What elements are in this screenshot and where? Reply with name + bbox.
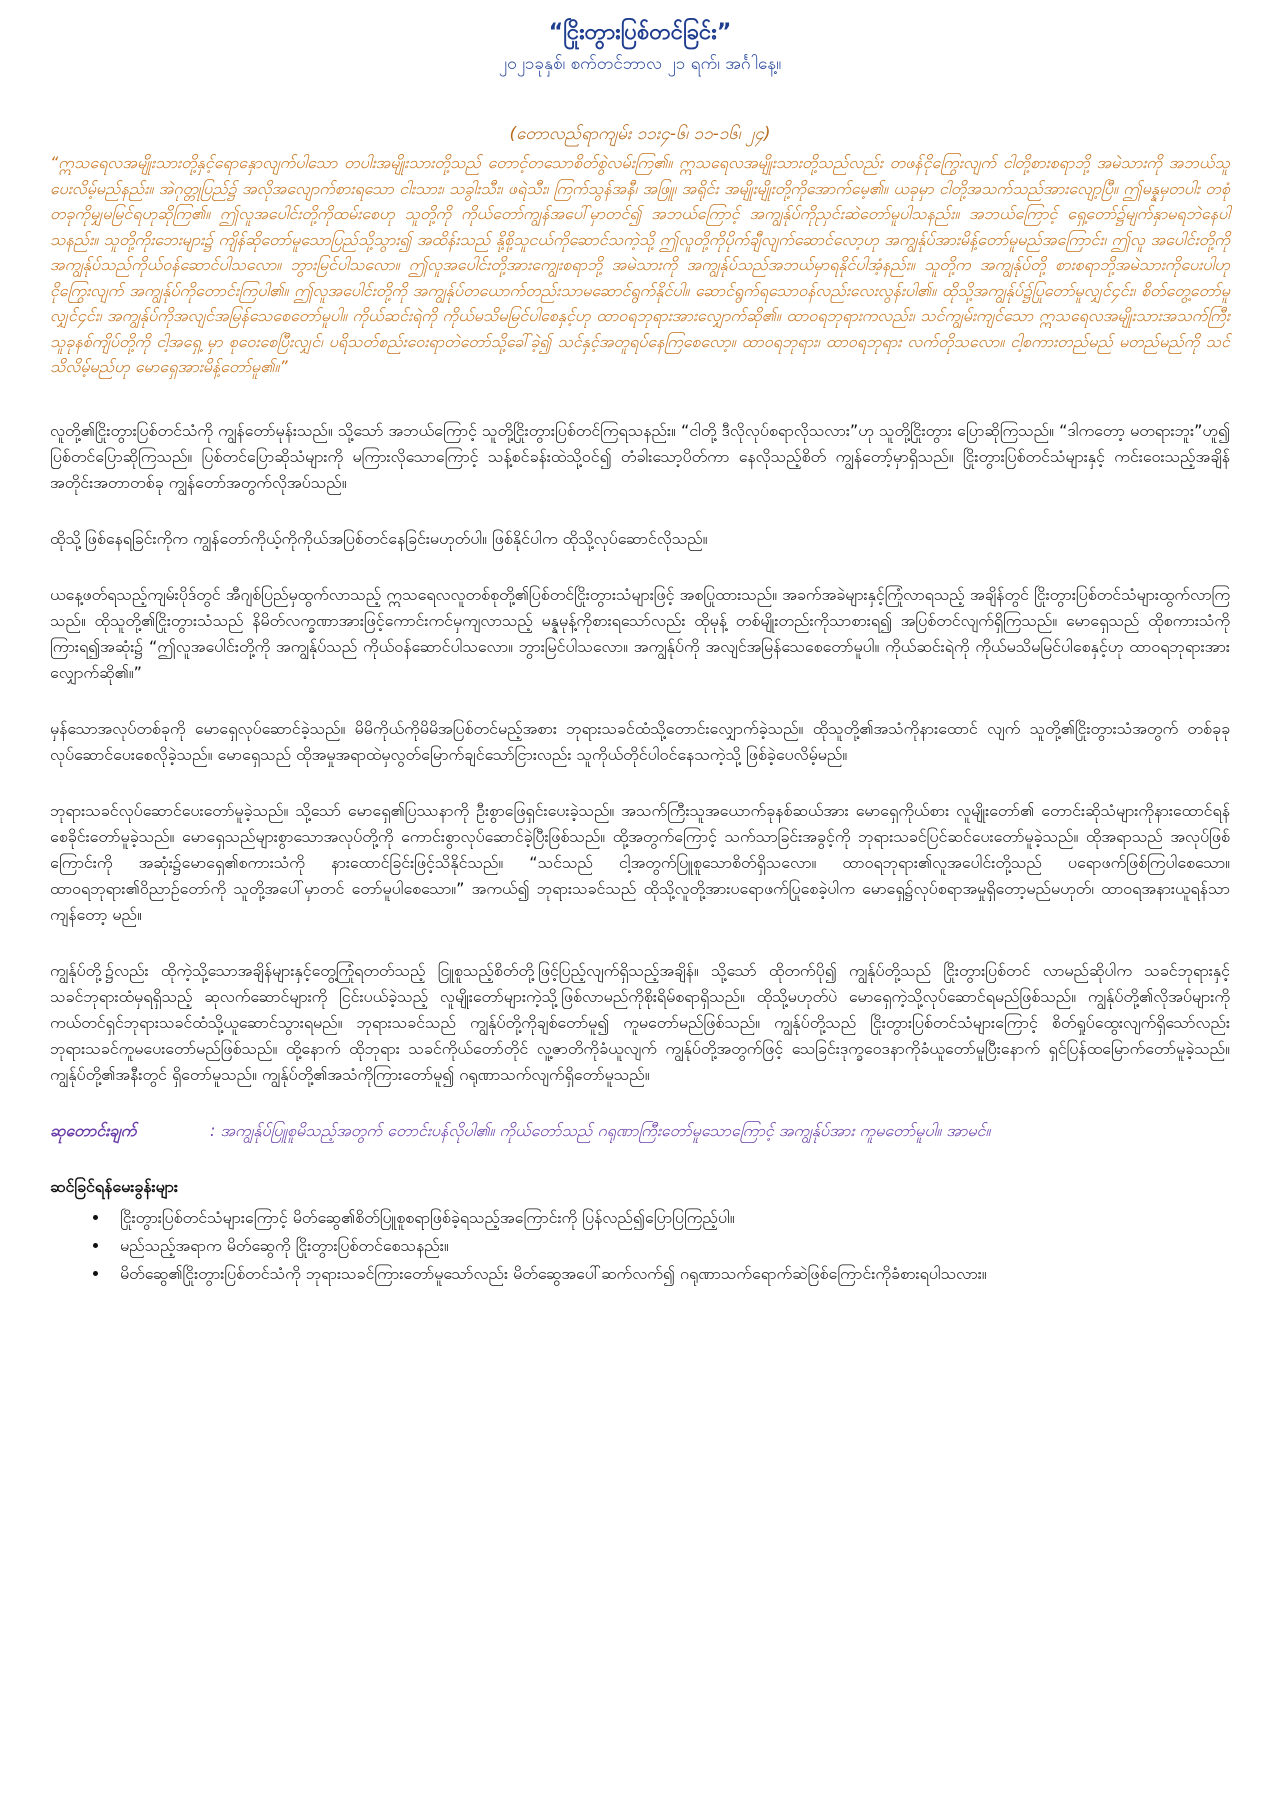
scripture-quote: “ဣသရေလအမျိုးသားတို့နှင့်ရောနှောလျက်ပါသော တပါးအမျိုးသားတို့သည် တောင့်တသောစိတ်စွဲလမ်းကြ၏။ ဣသရေလအမျိုးသားတို့သည်လည်း တဖန်ငိုကြွေးလျက် ငါတို့စားစရာဘို့ အမဲသားကို အဘယ်သူပေးလိမ့်မည်နည်း။ အဲဂုတ္တုပြည်၌ အလိုအလျောက်စားရသော ငါးသား၊ သခွါးသီး၊ ဖရဲသီး၊ ကြက်သွန်အနီ၊ အဖြူ၊ အရိုင်း အမျိုးမျိုးတို့ကိုအောက်မေ့၏။ ယခုမှာ ငါတို့အသက်သည်အားလျော့ပြီ။ ဤမန္နမှတပါး တစုံတခုကိုမျှမမြင်ရဟုဆိုကြ၏။ ဤလူအပေါင်းတို့ကိုထမ်းစေဟု သူတို့ကို ကိုယ်တော်ကျွန်အပေါ်မှာတင်၍ အဘယ်ကြောင့် အကျွန်ုပ်ကိုညှင်းဆဲတော်မူပါသနည်း။ အဘယ်ကြောင့် ရှေ့တော်၌မျက်နှာမရဘဲနေပါသနည်း။ သူတို့ကိုးဘေးများ၌ ကျိန်ဆိုတော်မူသောပြည်သို့သွား၍ အထိန်းသည် နို့စို့သူငယ်ကိုဆောင်သကဲ့သို့ ဤလူတို့ကိုပိုက်ချီလျက်ဆောင်လော့ဟု အကျွန်ုပ်အားမိန့်တော်မူမည်အကြောင်း၊ ဤလူ အပေါင်းတို့ကို အကျွန်ုပ်သည်ကိုယ်ဝန်ဆောင်ပါသလော။ ဘွားမြင်ပါသလော။ ဤလူအပေါင်းတို့အားကျွေးစရာဘို့ အမဲသားကို အကျွန်ုပ်သည်အဘယ်မှာရနိုင်ပါအံ့နည်း။ သူတို့က အကျွန်ုပ်တို့ စားစရာဘို့အမဲသားကိုပေးပါဟုငိုကြွေးလျက် အကျွန်ုပ်ကိုတောင်းကြပါ၏။ ဤလူအပေါင်းတို့ကို အကျွန်ုပ်တယောက်တည်းသာမဆောင်ရွက်နိုင်ပါ။ ဆောင်ရွက်ရသောဝန်လည်းလေးလွန်းပါ၏။ ထိုသို့အကျွန်ုပ်၌ပြုတော်မူလျှင်၄င်း၊ စိတ်တွေ့တော်မူလျှင်၄င်း၊ အကျွန်ုပ်ကိုအလျင်အမြန်သေစေတော်မူပါ။ ကိုယ်ဆင်းရဲကို ကိုယ်မသိမမြင်ပါစေနှင့်ဟု ထာဝရဘုရားအားလျှောက်ဆို၏။ ထာဝရဘုရားကလည်း၊ သင်ကျွမ်းကျင်သော ဣသရေလအမျိုးသားအသက်ကြီးသူခုနစ်ကျိပ်တို့ကို ငါ့အရှေ့ မှာ စုဝေးစေပြီးလျှင်၊ ပရိသတ်စည်းဝေးရာတဲတော်သို့ခေါ်ခဲ့၍ သင်နှင့်အတူရပ်နေကြစေလော့။ ထာဝရဘုရား၊ ထာဝရဘုရား လက်တိုသလော။ ငါ့စကားတည်မည် မတည်မည်ကို သင်သိလိမ့်မည်ဟု မောရှေအားမိန့်တော်မူ၏။” bbox=[50, 153, 1230, 376]
question-item: • မိတ်ဆွေ၏ငြိုးတွားပြစ်တင်သံကို ဘုရားသခင်ကြားတော်မူသော်လည်း မိတ်ဆွေအပေါ်ဆက်လက်၍ ဂရုဏာသက်ရောက်ဆဲဖြစ်ကြောင်းကိုခံစားရပါသလား။ bbox=[110, 1260, 1230, 1288]
body-paragraph: ထိုသို့ဖြစ်နေရခြင်းကိုက ကျွန်တော်ကိုယ့်ကိုကိုယ်အပြစ်တင်နေခြင်းမဟုတ်ပါ။ ဖြစ်နိုင်ပါက ထိုသို့လုပ်ဆောင်လိုသည်။ bbox=[50, 528, 708, 548]
question-item: • မည်သည့်အရာက မိတ်ဆွေကို ငြိုးတွားပြစ်တင်စေသနည်း။ bbox=[110, 1232, 1230, 1260]
body-paragraph: မှန်သောအလုပ်တစ်ခုကို မောရှေလုပ်ဆောင်ခဲ့သည်။ မိမိကိုယ်ကိုမိမိအပြစ်တင်မည့်အစား ဘုရားသခင်ထံသို့တောင်းလျှောက်ခဲ့သည်။ ထိုသူတို့၏အသံကိုနားထောင် လျက် သူတို့၏ငြိုးတွားသံအတွက် တစ်ခုခုလုပ်ဆောင်ပေးစေလိုခဲ့သည်။ မောရှေသည် ထိုအမှုအရာထဲမှလွတ်မြောက်ချင်သော်ငြားလည်း သူကိုယ်တိုင်ပါဝင်နေသကဲ့သို့ ဖြစ်ခဲ့ပေလိမ့်မည်။ bbox=[50, 718, 1230, 764]
questions-heading: ဆင်ခြင်ရန်မေးခွန်းများ bbox=[50, 1176, 178, 1196]
prayer-text: : အကျွန်ုပ်ပြူစူမိသည့်အတွက် တောင်းပန်လိုပါ၏။ ကိုယ်တော်သည် ဂရုဏာကြီးတော်မူသောကြောင့် အကျွန်ုပ်အား ကူမတော်မူပါ။ အာမင်။ bbox=[210, 1120, 991, 1140]
prayer-section bbox=[50, 1118, 1230, 1144]
body-paragraph: လူတို့၏ငြိုးတွားပြစ်တင်သံကို ကျွန်တော်မုန်းသည်။ သို့သော် အဘယ်ကြောင့် သူတို့ငြိုးတွားပြစ်တင်ကြရသနည်း။ “ငါတို့ ဒီလိုလုပ်စရာလိုသလား”ဟု သူတို့ငြိုးတွား ပြောဆိုကြသည်။ “ဒါကတော့ မတရားဘူး”ဟူ၍ ပြစ်တင်ပြောဆိုကြသည်။ ပြစ်တင်ပြောဆိုသံများကို မကြားလိုသောကြောင့် သန့်စင်ခန်းထဲသို့ဝင်၍ တံခါးသော့ပိတ်ကာ နေလိုသည့်စိတ် ကျွန်တော့်မှာရှိသည်။ ငြိုးတွားပြစ်တင်သံများနှင့် ကင်းဝေးသည့်အချိန်အတိုင်းအတာတစ်ခု ကျွန်တော်အတွက်လိုအပ်သည်။ bbox=[50, 420, 1230, 492]
body-paragraph: ကျွန်ုပ်တို့၌လည်း ထိုကဲ့သို့သောအချိန်များနှင့်တွေ့ကြုံရတတ်သည့် ငြူစူသည့်စိတ်တို့ဖြင့်ပြည့်လျက်ရှိသည့်အချိန်။ သို့သော် ထိုတက်ပို၍ ကျွန်ုပ်တို့သည် ငြိုးတွားပြစ်တင် လာမည်ဆိုပါက သခင်ဘုရားနှင့် သခင်ဘုရားထံမှရရှိသည့် ဆုလက်ဆောင်များကို ငြင်းပယ်ခဲ့သည့် လူမျိုးတော်များကဲ့သို့ဖြစ်လာမည်ကိုစိုးရိမ်စရာရှိသည်။ ထိုသို့မဟုတ်ပဲ မောရှေကဲ့သို့လုပ်ဆောင်ရမည်ဖြစ်သည်။ ကျွန်ုပ်တို့၏လိုအပ်များကို ကယ်တင်ရှင်ဘုရားသခင်ထံသို့ယူဆောင်သွားရမည်။ ဘုရားသခင်သည် ကျွန်ုပ်တို့ကိုချစ်တော်မူ၍ ကူမတော်မည်ဖြစ်သည်။ ကျွန်ုပ်တို့သည် ငြိုးတွားပြစ်တင်သံများကြောင့် စိတ်ရှုပ်ထွေးလျက်ရှိသော်လည်း ဘုရားသခင်ကူမပေးတော်မည်ဖြစ်သည်။ ထို့နောက် ထိုဘုရား သခင်ကိုယ်တော်တိုင် လူ့ဇာတိကိုခံယူလျက် ကျွန်ုပ်တို့အတွက်ဖြင့် သေခြင်းဒုက္ခဝေဒနာကိုခံယူတော်မူပြီးနောက် ရှင်ပြန်ထမြောက်တော်မူခဲ့သည်။ ကျွန်ုပ်တို့၏အနီးတွင် ရှိတော်မူသည်။ ကျွန်ုပ်တို့၏အသံကိုကြားတော်မူ၍ ဂရုဏာသက်လျက်ရှိတော်မူသည်။ bbox=[50, 960, 1230, 1084]
date-line: ၂၀၂၁ခုနှစ်၊ စက်တင်ဘာလ ၂၁ ရက်၊ အင်္ဂါနေ့။ bbox=[498, 54, 782, 74]
body-paragraph: ဘုရားသခင်လုပ်ဆောင်ပေးတော်မူခဲ့သည်။ သို့သော် မောရှေ၏ပြဿနာကို ဦးစွာဖြေရှင်းပေးခဲ့သည်။ အသက်ကြီးသူအယောက်ခုနစ်ဆယ်အား မောရှေကိုယ်စား လူမျိုးတော်၏ တောင်းဆိုသံများကိုနားထောင်ရန် စေခိုင်းတော်မူခဲ့သည်။ မောရှေသည်များစွာသောအလုပ်တို့ကို ကောင်းစွာလုပ်ဆောင်ခဲ့ပြီးဖြစ်သည်။ ထို့အတွက်ကြောင့် သက်သာခြင်းအခွင့်ကို ဘုရားသခင်ပြင်ဆင်ပေးတော်မူခဲ့သည်။ ထိုအရာသည် အလုပ်ဖြစ်ကြောင်းကို အဆုံး၌မောရှေ၏စကားသံကို နားထောင်ခြင်းဖြင့်သိနိုင်သည်။ “သင်သည် ငါ့အတွက်ပြူစူသောစိတ်ရှိသလော။ ထာဝရဘုရား၏လူအပေါင်းတို့သည် ပရောဖက်ဖြစ်ကြပါစေသော။ ထာဝရဘုရား၏ဝိညာဉ်တော်ကို သူတို့အပေါ်မှာတင် တော်မူပါစေသော။” အကယ်၍ ဘုရားသခင်သည် ထိုသို့လူတို့အားပရောဖက်ပြုစေခဲ့ပါက မောရှေ၌လုပ်စရာအမှုရှိတော့မည်မဟုတ်၊ ထာဝရအနားယူရန်သာကျန်တော့ မည်။ bbox=[50, 800, 1230, 924]
page-title: “ငြိုးတွားပြစ်တင်ခြင်း” bbox=[548, 20, 732, 45]
scripture-reference: (တောလည်ရာကျမ်း ၁၁း၄-၆၊ ၁၁-၁၆၊ ၂၄) bbox=[509, 124, 771, 144]
questions-list bbox=[50, 1204, 1230, 1288]
body-paragraph: ယနေ့ဖတ်ရသည့်ကျမ်းပိုဒ်တွင် အီဂျစ်ပြည်မှထွက်လာသည့် ဣသရေလလူတစ်စုတို့၏ပြစ်တင်ငြိုးတွားသံများဖြင့် အစပြုထားသည်။ အခက်အခဲများနှင့်ကြုံလာရသည့် အချိန်တွင် ငြိုးတွားပြစ်တင်သံများထွက်လာကြသည်။ ထိုသူတို့၏ငြိုးတွားသံသည် နိမိတ်လက္ခဏာအားဖြင့်ကောင်းကင်မှကျလာသည့် မန္နမုန့်ကိုစားရသော်လည်း ထိုမုန့် တစ်မျိုးတည်းကိုသာစားရ၍ အပြစ်တင်လျက်ရှိကြသည်။ မောရှေသည် ထိုစကားသံကိုကြားရ၍အဆုံး၌ “ဤလူအပေါင်းတို့ကို အကျွန်ုပ်သည် ကိုယ်ဝန်ဆောင်ပါသလော။ ဘွားမြင်ပါသလော။ အကျွန်ုပ်ကို အလျင်အမြန်သေစေတော်မူပါ။ ကိုယ်ဆင်းရဲကို ကိုယ်မသိမမြင်ပါစေနှင့်ဟု ထာဝရဘုရားအားလျှောက်ဆို၏။” bbox=[50, 584, 1230, 682]
question-item: • ငြိုးတွားပြစ်တင်သံများကြောင့် မိတ်ဆွေ၏စိတ်ပြူစူစရာဖြစ်ခဲ့ရသည့်အကြောင်းကို ပြန်လည်၍ပြောပြကြည့်ပါ။ bbox=[110, 1204, 1230, 1232]
prayer-label: ဆုတောင်းချက် bbox=[50, 1120, 137, 1140]
